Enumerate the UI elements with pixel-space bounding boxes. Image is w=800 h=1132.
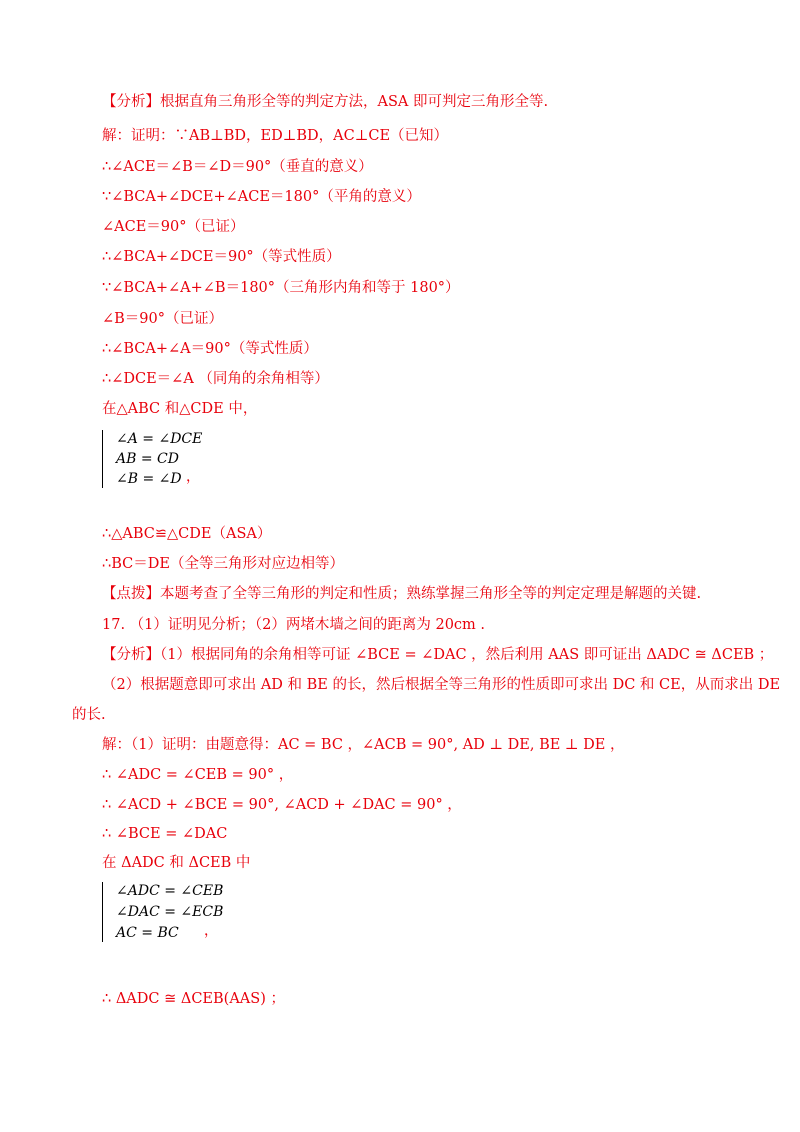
system-row: AC = BC [116, 925, 179, 941]
proof-line: ∴∠BCA+∠DCE＝90°（等式性质） [102, 249, 341, 265]
brace-symbol [102, 430, 111, 488]
proof-line: ∴∠DCE＝∠A （同角的余角相等） [102, 371, 329, 387]
equation-system-2 [102, 882, 302, 944]
proof-line: ∴∠ACE＝∠B＝∠D＝90°（垂直的意义） [102, 159, 373, 175]
proof-line: ∴ ∠ACD + ∠BCE = 90°, ∠ACD + ∠DAC = 90° ， [102, 797, 462, 813]
equation-system-1 [102, 430, 302, 490]
system-row: ∠A = ∠DCE [116, 431, 203, 447]
proof-line: 在 ΔADC 和 ΔCEB 中 [102, 855, 251, 871]
system-row: ∠ADC = ∠CEB [116, 883, 224, 899]
brace-symbol [102, 882, 111, 942]
tip-line: 【点拨】本题考查了全等三角形的判定和性质；熟练掌握三角形全等的判定定理是解题的关键. [102, 586, 702, 602]
proof-line: ∵∠BCA+∠A+∠B＝180°（三角形内角和等于 180°） [102, 280, 460, 296]
system-row: AB = CD [116, 451, 179, 467]
system-comma: ， [204, 923, 218, 939]
proof-line: ∴BC＝DE（全等三角形对应边相等） [102, 556, 344, 572]
proof-line: ∴△ABC≌△CDE（ASA） [102, 526, 272, 542]
question-17-answer: 17. （1）证明见分析；（2）两堵木墙之间的距离为 20cm . [102, 617, 486, 633]
proof-line: 在△ABC 和△CDE 中， [102, 401, 258, 417]
system-row: ∠B = ∠D [116, 471, 182, 487]
system-row: ∠DAC = ∠ECB [116, 904, 224, 920]
proof-line: ∠ACE＝90°（已证） [102, 219, 245, 235]
proof-line: ∠B＝90°（已证） [102, 311, 224, 327]
analysis-line: （2）根据题意即可求出 AD 和 BE 的长，然后根据全等三角形的性质即可求出 DC 和 CE，从而求出 DE [102, 677, 781, 693]
proof-line: ∵∠BCA+∠DCE+∠ACE＝180°（平角的意义） [102, 189, 421, 205]
solution-line: 解：（1）证明：由题意得：AC = BC ，∠ACB = 90°, AD ⊥ DE, BE ⊥ DE ， [102, 737, 625, 753]
proof-line: ∴ ∠BCE = ∠DAC [102, 826, 228, 842]
conclusion-line: ∴ ΔADC ≅ ΔCEB(AAS) ； [102, 991, 285, 1007]
analysis-line: 的长. [72, 707, 106, 723]
system-comma: ， [186, 469, 200, 485]
analysis-line: 【分析】（1）根据同角的余角相等可证 ∠BCE = ∠DAC ，然后利用 AAS 即可证出 ΔADC ≅ ΔCEB ； [102, 647, 774, 663]
solution-given-line: 解：证明：∵AB⊥BD，ED⊥BD，AC⊥CE（已知） [102, 128, 449, 144]
proof-line: ∴∠BCA+∠A＝90°（等式性质） [102, 341, 318, 357]
proof-line: ∴ ∠ADC = ∠CEB = 90° ， [102, 767, 294, 783]
analysis-line: 【分析】根据直角三角形全等的判定方法，ASA 即可判定三角形全等. [102, 94, 549, 110]
